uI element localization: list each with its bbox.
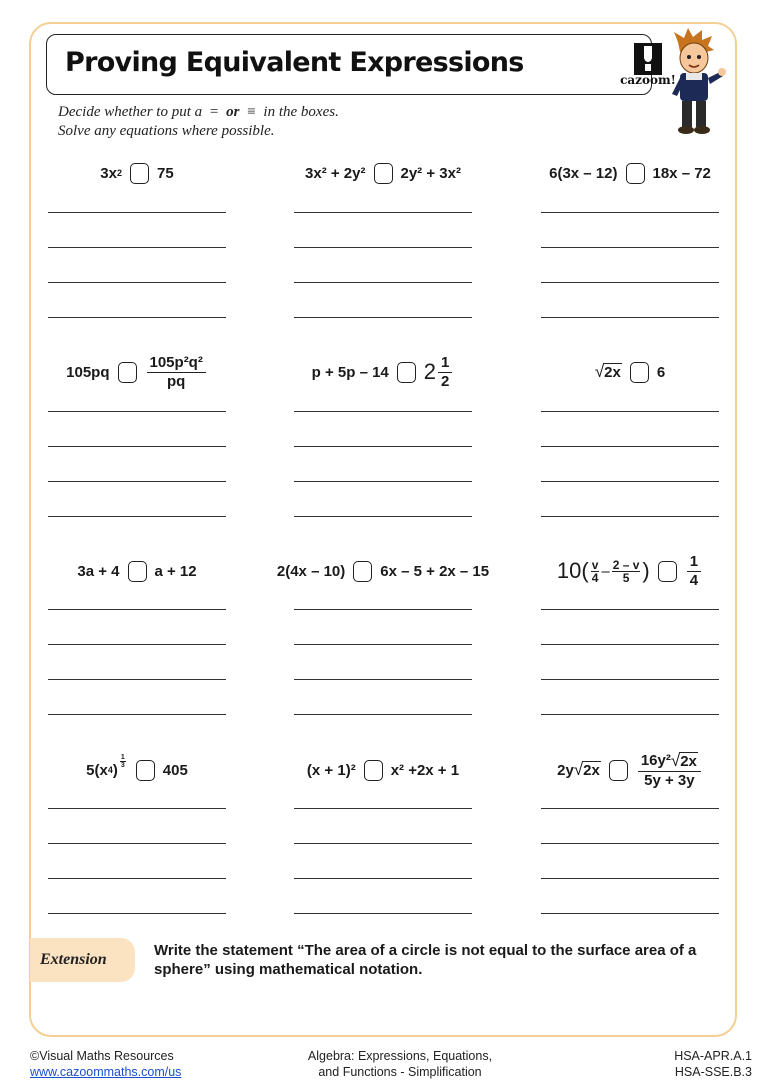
answer-line[interactable] [48, 878, 226, 879]
answer-line[interactable] [48, 913, 226, 914]
answer-box[interactable] [374, 163, 393, 184]
answer-line[interactable] [48, 247, 226, 248]
problem-6: √ 2x 6 [594, 362, 666, 381]
answer-line[interactable] [541, 808, 719, 809]
fraction: $\frac{1}{4}$ [687, 554, 701, 589]
answer-line[interactable] [541, 317, 719, 318]
problem-7: 3a + 4 a + 12 [77, 562, 197, 580]
answer-box[interactable] [364, 760, 383, 781]
answer-line[interactable] [294, 609, 472, 610]
footer-topic: Algebra: Expressions, Equations, and Functions - Simplification [307, 1049, 493, 1079]
answer-line[interactable] [294, 282, 472, 283]
fraction: $\frac{v}{4}$ [591, 557, 599, 585]
answer-line[interactable] [294, 212, 472, 213]
answer-line[interactable] [541, 247, 719, 248]
answer-line[interactable] [541, 679, 719, 680]
answer-line[interactable] [48, 644, 226, 645]
answer-line[interactable] [294, 913, 472, 914]
cazoom-logo-icon [634, 43, 662, 75]
fraction: $\frac{\text{105p²q²}}{pq}$ [147, 355, 206, 390]
answer-line[interactable] [294, 516, 472, 517]
problem-8: 2(4x – 10) 6x – 5 + 2x – 15 [276, 562, 490, 580]
footer-standards: HSA-APR.A.1 HSA-SSE.B.3 [674, 1049, 752, 1079]
extension-question: Write the statement “The area of a circle is not equal to the surface area of a sphere” using mathematical notation. [154, 942, 697, 978]
answer-line[interactable] [294, 247, 472, 248]
answer-line[interactable] [48, 516, 226, 517]
answer-line[interactable] [294, 446, 472, 447]
answer-line[interactable] [48, 446, 226, 447]
answer-line[interactable] [294, 714, 472, 715]
logo-text: cazoom! [620, 73, 676, 87]
title-box [46, 34, 676, 95]
answer-line[interactable] [294, 808, 472, 809]
answer-line[interactable] [48, 808, 226, 809]
answer-line[interactable] [294, 644, 472, 645]
equivalent-symbol: ≡ [247, 104, 256, 120]
answer-line[interactable] [541, 714, 719, 715]
answer-line[interactable] [541, 843, 719, 844]
extension-label: Extension [40, 951, 107, 968]
answer-box[interactable] [397, 362, 416, 383]
answer-box[interactable] [128, 561, 147, 582]
website-link[interactable]: www.cazoommaths.com/us [30, 1065, 182, 1079]
problem-11: (x + 1)² x² +2x + 1 [306, 761, 460, 779]
answer-line[interactable] [48, 843, 226, 844]
answer-line[interactable] [48, 714, 226, 715]
answer-line[interactable] [541, 516, 719, 517]
answer-line[interactable] [541, 481, 719, 482]
answer-box[interactable] [353, 561, 372, 582]
answer-line[interactable] [48, 317, 226, 318]
problem-1: 3x 2 75 [100, 164, 174, 182]
fraction: $\frac{2 - v}{5}$ [612, 557, 640, 585]
fraction-exponent: $\frac{1}{3}$ [120, 754, 125, 769]
problem-10: 5(x 4 ) $\frac{1}{3}$ 405 [86, 754, 188, 779]
problem-9: 10( $\frac{v}{4}$ – $\frac{2 - v}{5}$ ) $\frac{1}{4}$ [541, 551, 719, 591]
answer-line[interactable] [541, 411, 719, 412]
page-title: Proving Equivalent Expressions [65, 47, 524, 78]
answer-line[interactable] [294, 317, 472, 318]
instruction-line-1: Decide whether to put a = or ≡ in the boxes. [58, 104, 339, 120]
footer-left [30, 1048, 181, 1080]
answer-line[interactable] [48, 481, 226, 482]
answer-box[interactable] [118, 362, 137, 383]
answer-line[interactable] [541, 609, 719, 610]
answer-line[interactable] [294, 843, 472, 844]
answer-box[interactable] [658, 561, 677, 582]
problem-5: p + 5p – 14 2 $\frac{1}{2}$ [294, 352, 472, 392]
answer-box[interactable] [630, 362, 649, 383]
fraction: 16y² √ 2x 5y + 3y [638, 752, 701, 789]
answer-line[interactable] [541, 446, 719, 447]
answer-box[interactable] [136, 760, 155, 781]
answer-line[interactable] [294, 481, 472, 482]
answer-box[interactable] [609, 760, 628, 781]
answer-line[interactable] [541, 282, 719, 283]
answer-line[interactable] [48, 679, 226, 680]
answer-line[interactable] [48, 411, 226, 412]
problem-12: 2y √ 2x 16y² √ 2x 5y + 3y [541, 748, 719, 792]
answer-line[interactable] [294, 878, 472, 879]
problem-3: 6(3x – 12) 18x – 72 [549, 164, 711, 182]
answer-line[interactable] [48, 609, 226, 610]
square-root: √ 2x [573, 760, 600, 779]
answer-line[interactable] [48, 212, 226, 213]
problem-2: 3x² + 2y² 2y² + 3x² [305, 164, 461, 182]
mascot-boy-illustration [660, 28, 730, 136]
answer-line[interactable] [294, 411, 472, 412]
answer-line[interactable] [541, 212, 719, 213]
answer-box[interactable] [626, 163, 645, 184]
answer-line[interactable] [541, 878, 719, 879]
answer-box[interactable] [130, 163, 149, 184]
problem-4: 105pq $\frac{\text{105p²q²}}{pq}$ [48, 352, 226, 392]
instruction-line-2: Solve any equations where possible. [58, 123, 275, 139]
or-word: or [226, 104, 240, 120]
fraction: $\frac{1}{2}$ [438, 355, 452, 390]
answer-line[interactable] [541, 644, 719, 645]
equals-symbol: = [209, 104, 219, 120]
answer-line[interactable] [294, 679, 472, 680]
square-root: √ 2x [594, 362, 621, 381]
answer-line[interactable] [541, 913, 719, 914]
copyright-text: ©Visual Maths Resources [30, 1049, 174, 1063]
answer-line[interactable] [48, 282, 226, 283]
